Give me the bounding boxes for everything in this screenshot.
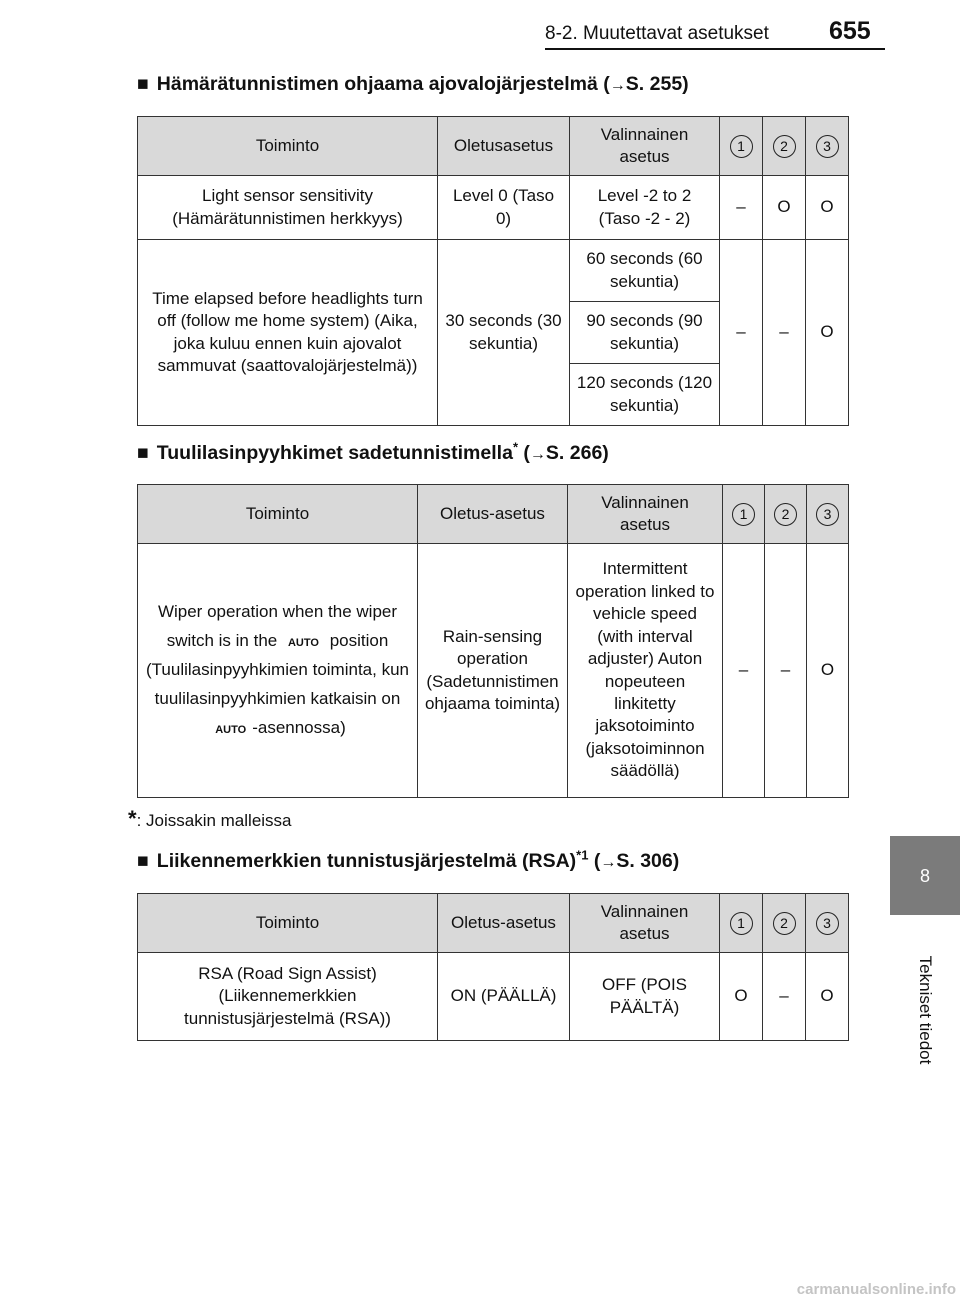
cell-optional: OFF (POIS PÄÄLTÄ) [570, 953, 720, 1041]
header-circle-3 [806, 117, 849, 176]
cell-function: Light sensor sensitivity (Hämärätunnistimen herkkyys) [138, 176, 438, 240]
table-row [138, 953, 849, 1041]
section-text-paren: ( [588, 850, 601, 872]
arrow-right-icon: → [600, 854, 617, 871]
cell-default: ON (PÄÄLLÄ) [438, 953, 570, 1041]
asterisk-marker: * [128, 806, 137, 831]
cell-optional: 60 seconds (60 sekuntia) [570, 240, 720, 302]
watermark: carmanualsonline.info [796, 1281, 956, 1298]
table-row [138, 240, 849, 302]
section-title-headlights [137, 73, 689, 96]
header-circle-1 [720, 117, 763, 176]
table-header-row [138, 485, 849, 544]
header-circle-2 [765, 485, 807, 544]
square-bullet-icon: ■ [137, 73, 149, 95]
header-rule [545, 48, 885, 50]
circled-number-icon: 3 [816, 503, 839, 526]
circled-number-icon: 3 [816, 135, 839, 158]
chapter-number: 8 [919, 866, 930, 886]
cell-mark-2: – [763, 240, 806, 426]
cell-mark-2: – [765, 544, 807, 798]
cell-mark-1: O [720, 953, 763, 1041]
chapter-section: 8-2. Muutettavat asetukset [545, 23, 769, 44]
square-bullet-icon: ■ [137, 442, 149, 464]
func-text-c: -asennossa) [252, 717, 346, 737]
header-default: Oletus-asetus [418, 485, 568, 544]
table-headlight-settings [137, 116, 849, 426]
footnote-marker: *1 [576, 847, 589, 863]
cell-optional: Intermittent operation linked to vehicle speed (with interval adjuster) Auton nopeuteen linkitetty jaksotoiminto (jaksotoiminnon säädöllä) [568, 544, 723, 798]
section-title-rsa [137, 847, 680, 873]
arrow-right-icon: → [529, 446, 546, 463]
circled-number-icon: 2 [774, 503, 797, 526]
header-function: Toiminto [138, 485, 418, 544]
page-reference[interactable]: S. 255) [625, 73, 689, 95]
cell-mark-3: O [806, 240, 849, 426]
page-reference[interactable]: S. 266) [545, 442, 609, 464]
header-optional: Valinnainen asetus [568, 485, 723, 544]
table-header-row [138, 894, 849, 953]
section-text: Tuulilasinpyyhkimet sadetunnistimella [156, 442, 513, 464]
cell-optional: Level -2 to 2 (Taso -2 - 2) [570, 176, 720, 240]
section-text-paren: ( [518, 442, 530, 464]
section-text: Hämärätunnistimen ohjaama ajovalojärjestelmä ( [156, 73, 610, 95]
chapter-title: Tekniset tiedot [916, 955, 935, 1065]
auto-switch-icon: AUTO [215, 723, 247, 736]
header-function: Toiminto [138, 894, 438, 953]
circled-number-icon: 1 [730, 135, 753, 158]
square-bullet-icon: ■ [137, 850, 149, 872]
header-default: Oletusasetus [438, 117, 570, 176]
arrow-right-icon: → [609, 77, 626, 94]
section-title-wipers [137, 439, 609, 465]
cell-optional: 90 seconds (90 sekuntia) [570, 302, 720, 364]
header-default: Oletus-asetus [438, 894, 570, 953]
page-number: 655 [829, 17, 871, 45]
header-optional: Valinnainen asetus [570, 117, 720, 176]
cell-default: 30 seconds (30 sekuntia) [438, 240, 570, 426]
cell-mark-3: O [806, 176, 849, 240]
table-header-row [138, 117, 849, 176]
header-circle-2 [763, 894, 806, 953]
cell-function [138, 544, 418, 798]
cell-mark-3: O [807, 544, 849, 798]
header-circle-1 [720, 894, 763, 953]
circled-number-icon: 3 [816, 912, 839, 935]
page-reference[interactable]: S. 306) [616, 850, 680, 872]
asterisk-marker: * [512, 439, 518, 455]
cell-mark-1: – [720, 176, 763, 240]
func-text-b: position (Tuulilasinpyyhkimien toiminta, kun tuulilasinpyyhkimien katkaisin on [146, 631, 409, 708]
footnote [128, 806, 292, 832]
table-row [138, 176, 849, 240]
chapter-tab [890, 836, 960, 915]
cell-default: Level 0 (Taso 0) [438, 176, 570, 240]
header-circle-2 [763, 117, 806, 176]
table-rsa-settings [137, 893, 849, 1041]
header-circle-1 [723, 485, 765, 544]
cell-default: Rain-sensing operation (Sadetunnistimen ohjaama toiminta) [418, 544, 568, 798]
header-circle-3 [806, 894, 849, 953]
cell-mark-2: O [763, 176, 806, 240]
circled-number-icon: 2 [773, 135, 796, 158]
cell-function: RSA (Road Sign Assist) (Liikennemerkkien tunnistusjärjestelmä (RSA)) [138, 953, 438, 1041]
cell-mark-1: – [723, 544, 765, 798]
circled-number-icon: 1 [730, 912, 753, 935]
cell-function: Time elapsed before headlights turn off (follow me home system) (Aika, joka kuluu ennen kuin ajovalot sammuvat (saattovalojärjestelmä)) [138, 240, 438, 426]
footnote-text: : Joissakin malleissa [136, 811, 292, 830]
cell-mark-2: – [763, 953, 806, 1041]
header-circle-3 [807, 485, 849, 544]
table-wiper-settings [137, 484, 849, 798]
table-row [138, 544, 849, 798]
cell-mark-1: – [720, 240, 763, 426]
cell-mark-3: O [806, 953, 849, 1041]
func-text-a: Wiper operation when the wiper switch is in the [157, 602, 398, 651]
circled-number-icon: 1 [732, 503, 755, 526]
auto-switch-icon: AUTO [287, 637, 319, 650]
circled-number-icon: 2 [773, 912, 796, 935]
section-text: Liikennemerkkien tunnistusjärjestelmä (RSA) [156, 850, 577, 872]
cell-optional: 120 seconds (120 sekuntia) [570, 364, 720, 426]
header-optional: Valinnainen asetus [570, 894, 720, 953]
header-function: Toiminto [138, 117, 438, 176]
